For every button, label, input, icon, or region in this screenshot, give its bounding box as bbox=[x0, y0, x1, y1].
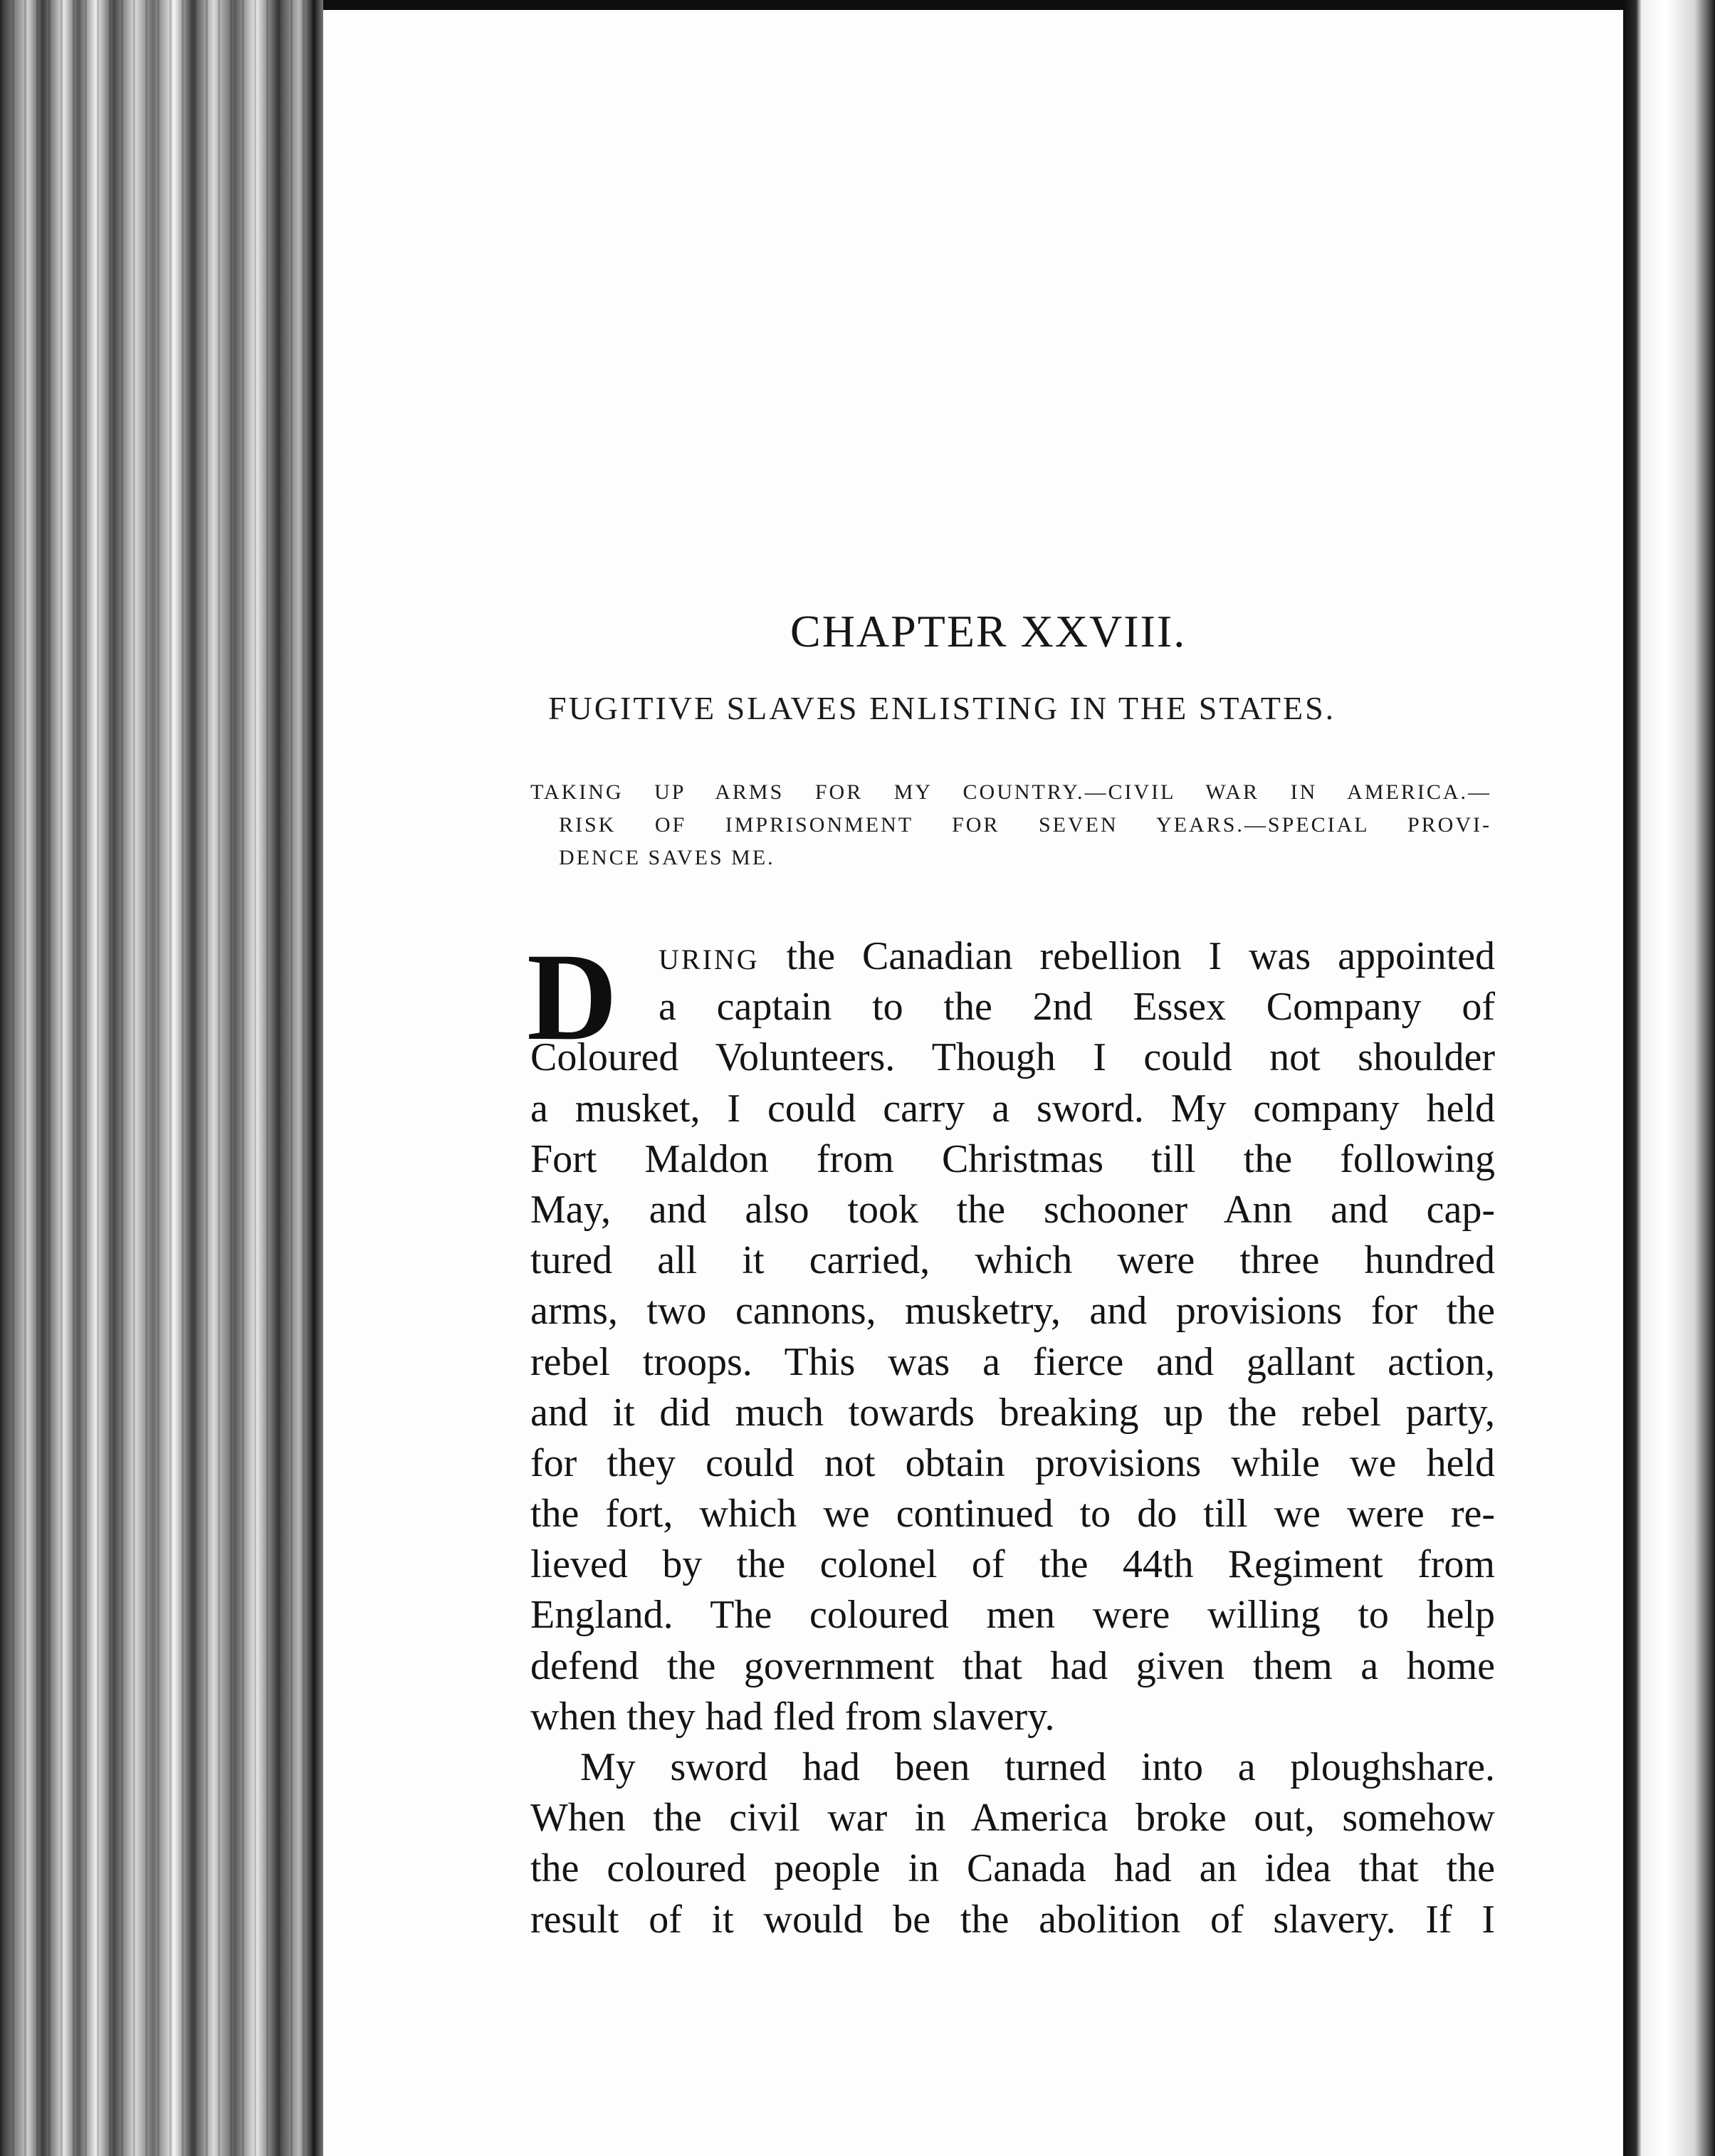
text-line: the fort, which we continued to do till we were re- bbox=[530, 1492, 1495, 1537]
chapter-body bbox=[527, 928, 1496, 1945]
text-line: Coloured Volunteers. Though I could not shoulder bbox=[530, 1035, 1495, 1080]
text-line: lieved by the colonel of the 44th Regiment from bbox=[530, 1542, 1495, 1587]
scan-right-border bbox=[1623, 0, 1715, 2156]
text-line: when they had fled from slavery. bbox=[530, 1694, 1055, 1739]
text-line bbox=[530, 931, 1495, 982]
line-text: the Canadian rebellion I was appointed bbox=[786, 934, 1496, 978]
text-line: result of it would be the abolition of slavery. If I bbox=[530, 1897, 1495, 1942]
paragraph bbox=[530, 1742, 1495, 1945]
text-line: and it did much towards breaking up the rebel party, bbox=[530, 1390, 1495, 1435]
synopsis-line: RISK OF IMPRISONMENT FOR SEVEN YEARS.—SPECIAL PROVI- bbox=[559, 813, 1491, 837]
text-line: for they could not obtain provisions while we held bbox=[530, 1440, 1495, 1485]
text-line: defend the government that had given them a home bbox=[530, 1643, 1495, 1688]
paragraph bbox=[530, 931, 1495, 1742]
lead-smallcaps: URING bbox=[659, 943, 760, 975]
scan-top-border bbox=[323, 0, 1623, 10]
text-line: rebel troops. This was a fierce and gallant action, bbox=[530, 1339, 1495, 1384]
synopsis-line: DENCE SAVES ME. bbox=[559, 846, 775, 869]
text-line: May, and also took the schooner Ann and cap- bbox=[530, 1187, 1495, 1232]
gutter-shadow bbox=[313, 0, 323, 2156]
text-line: a captain to the 2nd Essex Company of bbox=[659, 985, 1495, 1030]
text-line: the coloured people in Canada had an idea that the bbox=[530, 1846, 1495, 1891]
chapter-subtitle: FUGITIVE SLAVES ENLISTING IN THE STATES. bbox=[548, 690, 1336, 726]
synopsis-line: TAKING UP ARMS FOR MY COUNTRY.—CIVIL WAR IN AMERICA.— bbox=[530, 780, 1491, 804]
text-line: arms, two cannons, musketry, and provisions for the bbox=[530, 1289, 1495, 1334]
book-page-edges bbox=[0, 0, 313, 2156]
text-line: Fort Maldon from Christmas till the following bbox=[530, 1136, 1495, 1181]
chapter-title: CHAPTER XXVIII. bbox=[790, 606, 1187, 656]
text-line: tured all it carried, which were three hundred bbox=[530, 1238, 1495, 1283]
text-line: England. The coloured men were willing to help bbox=[530, 1593, 1495, 1638]
drop-cap: D bbox=[527, 928, 618, 1067]
text-line: My sword had been turned into a ploughshare. bbox=[580, 1745, 1495, 1789]
text-line: When the civil war in America broke out, somehow bbox=[530, 1796, 1495, 1841]
chapter-synopsis bbox=[530, 776, 1491, 874]
text-line: a musket, I could carry a sword. My company held bbox=[530, 1086, 1495, 1131]
